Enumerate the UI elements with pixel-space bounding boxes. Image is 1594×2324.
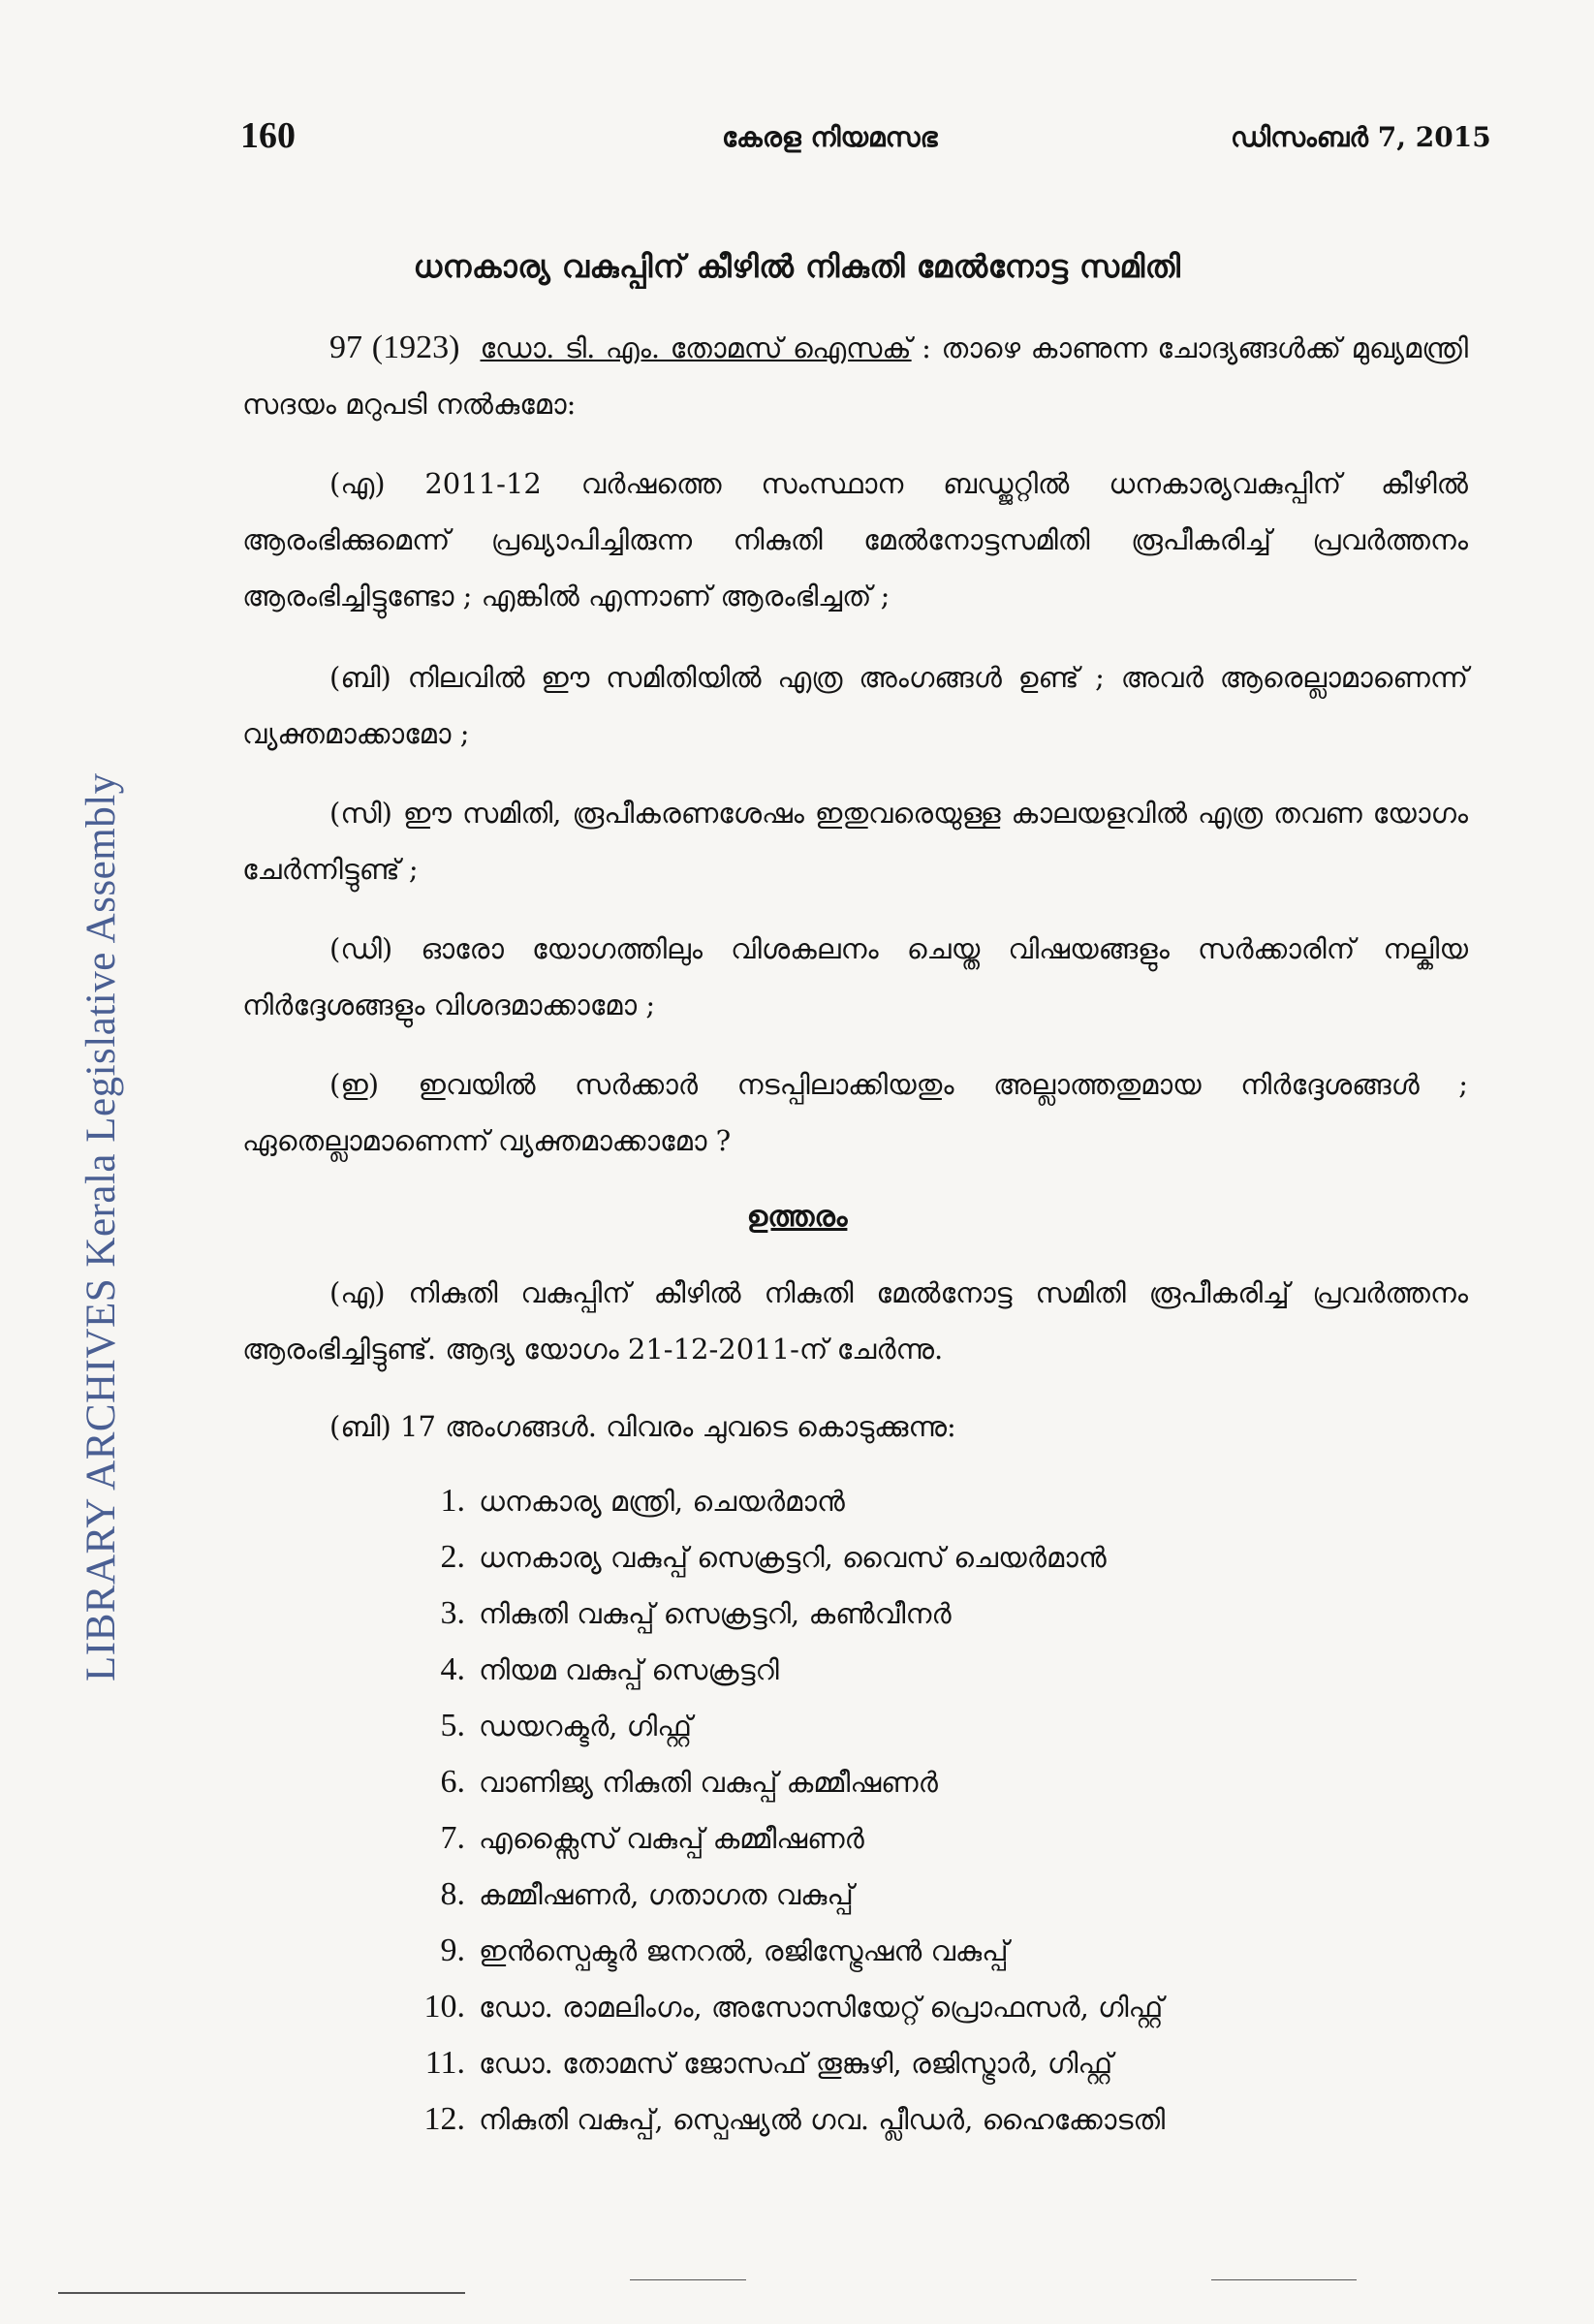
list-item: 2. ധനകാര്യ വകുപ്പ് സെക്രട്ടറി, വൈസ് ചെയർമാൻ [440,1539,1107,1575]
scan-edge-line [1211,2279,1357,2280]
question-part-c: (സി) ഈ സമിതി, രൂപീകരണശേഷം ഇതുവരെയുള്ള കാലയളവിൽ എത്ര തവണ യോഗം ചേർന്നിട്ടുണ്ട് ; [242,797,1468,886]
page-title: ധനകാര്യ വകുപ്പിന് കീഴിൽ നികുതി മേൽനോട്ട സമിതി [413,248,1181,285]
list-item: 7. എക്സൈസ് വകുപ്പ് കമ്മീഷണർ [440,1820,864,1856]
question-part-a: (എ) 2011-12 വർഷത്തെ സംസ്ഥാന ബഡ്ജറ്റിൽ ധനകാര്യവകുപ്പിന് കീഴിൽ ആരംഭിക്കുമെന്ന് പ്രഖ്യാപിച്ചിരുന്ന നികുതി മേൽനോട്ടസമിതി രൂപീകരിച്ച് പ്രവർത്തനം ആരംഭിച്ചിട്ടുണ്ടോ ; എങ്കിൽ എന്നാണ് ആരംഭിച്ചത് ; [242,467,1468,612]
list-item: 1. ധനകാര്യ മന്ത്രി, ചെയർമാൻ [440,1483,845,1519]
question-part-b: (ബി) നിലവിൽ ഈ സമിതിയിൽ എത്ര അംഗങ്ങൾ ഉണ്ട് ; അവർ ആരെല്ലാമാണെന്ന് വ്യക്തമാക്കാമോ ; [242,661,1468,750]
list-item: 9. ഇൻസ്പെക്ടർ ജനറൽ, രജിസ്ട്രേഷൻ വകുപ്പ് [440,1932,1009,1968]
answer-heading: ഉത്തരം [746,1200,848,1234]
page-number: 160 [240,115,296,156]
question-member: ഡോ. ടി. എം. തോമസ് ഐസക് [480,331,912,364]
members-list [407,1473,1165,2148]
list-item: 11. ഡോ. തോമസ് ജോസഫ് തൂങ്കുഴി, രജിസ്ട്രാർ, ഗിഫ്റ്റ് [424,2045,1113,2081]
header-date: ഡിസംബർ 7, 2015 [1231,121,1491,153]
list-item: 10. ഡോ. രാമലിംഗം, അസോസിയേറ്റ് പ്രൊഫസർ, ഗിഫ്റ്റ് [423,1989,1164,2025]
scan-edge-line [630,2279,746,2280]
list-item: 3. നികുതി വകുപ്പ് സെക്രട്ടറി, കൺവീനർ [440,1595,952,1631]
answer-part-a: (എ) നികുതി വകുപ്പിന് കീഴിൽ നികുതി മേൽനോട്ട സമിതി രൂപീകരിച്ച് പ്രവർത്തനം ആരംഭിച്ചിട്ടുണ്ട്. ആദ്യ യോഗം 21-12-2011-ന് ചേർന്നു. [242,1276,1468,1366]
question-intro-text: : താഴെ കാണുന്ന ചോദ്യങ്ങൾക്ക് മുഖ്യമന്ത്രി സദയം മറുപടി നൽകുമോ: [242,331,1468,421]
list-item: 5. ഡയറക്ടർ, ഗിഫ്റ്റ് [440,1708,692,1743]
scan-edge-line [58,2292,465,2294]
answer-part-b-intro: (ബി) 17 അംഗങ്ങൾ. വിവരം ചുവടെ കൊടുക്കുന്നു: [329,1410,956,1443]
question-part-d: (ഡി) ഓരോ യോഗത്തിലും വിശകലനം ചെയ്ത വിഷയങ്ങളും സർക്കാരിന് നല്കിയ നിർദ്ദേശങ്ങളും വിശദമാക്കാമോ ; [242,932,1468,1021]
list-item: 6. വാണിജ്യ നികുതി വകുപ്പ് കമ്മീഷണർ [440,1764,938,1800]
list-item: 12. നികുതി വകുപ്പ്, സ്പെഷ്യൽ ഗവ. പ്ലീഡർ, ഹൈക്കോടതി [423,2101,1166,2137]
question-number: 97 (1923) [329,330,460,365]
list-item: 8. കമ്മീഷണർ, ഗതാഗത വകുപ്പ് [440,1876,854,1912]
list-item: 4. നിയമ വകുപ്പ് സെക്രട്ടറി [440,1651,779,1687]
question-intro [242,320,1468,432]
question-part-e: (ഇ) ഇവയിൽ സർക്കാർ നടപ്പിലാക്കിയതും അല്ലാത്തതുമായ നിർദ്ദേശങ്ങൾ ; ഏതെല്ലാമാണെന്ന് വ്യക്തമാക്കാമോ ? [242,1068,1468,1157]
library-watermark: LIBRARY ARCHIVES Kerala Legislative Assembly [78,772,124,1681]
running-header: കേരള നിയമസഭ [722,121,938,153]
